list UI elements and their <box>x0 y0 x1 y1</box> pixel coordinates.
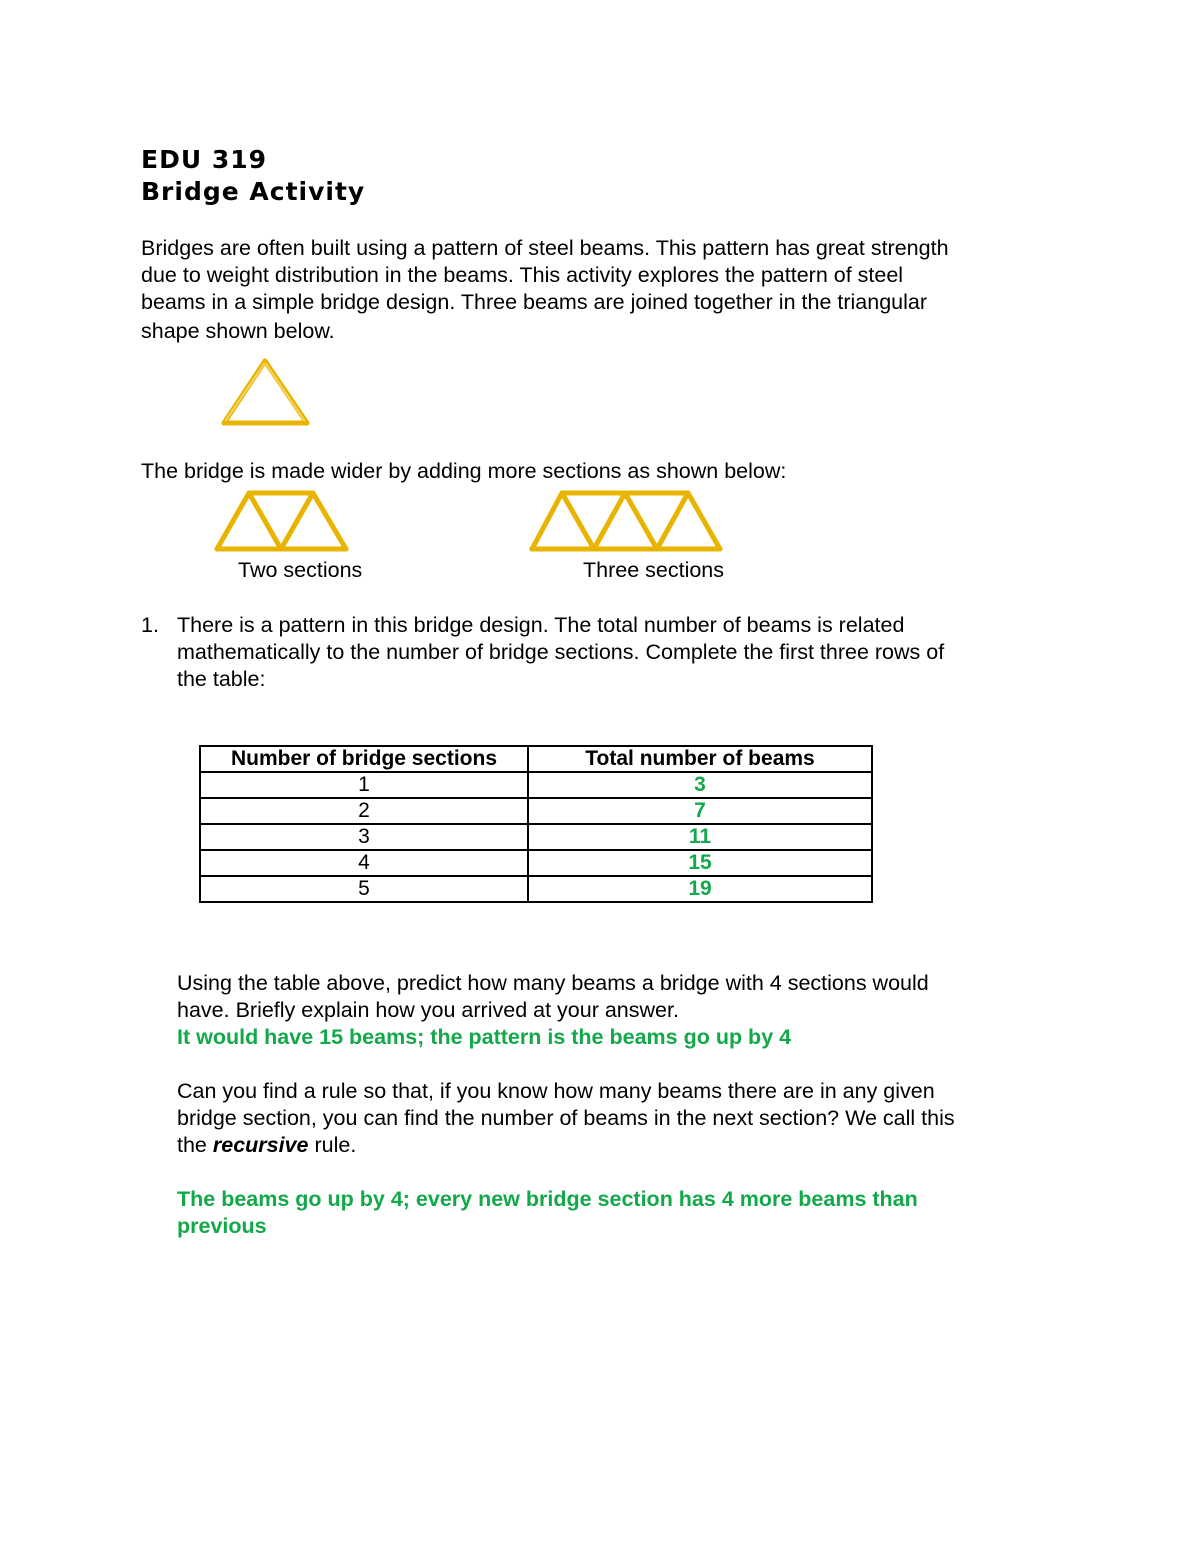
intro-paragraph <box>141 235 1101 345</box>
three-sections-label: Three sections <box>583 558 725 582</box>
predict-question <box>177 970 1077 1051</box>
two-sections-figure <box>213 488 353 554</box>
page-title: Bridge Activity <box>141 177 366 206</box>
sections-cell: 5 <box>200 876 528 902</box>
beams-cell: 7 <box>528 798 872 824</box>
beams-cell: 3 <box>528 772 872 798</box>
single-triangle-figure <box>218 356 314 428</box>
two-sections-beams <box>217 493 346 549</box>
beams-cell: 11 <box>528 824 872 850</box>
recursive-term: recursive <box>212 1133 309 1157</box>
recursive-line: bridge section, you can find the number of beams in the next section? We call this <box>177 1106 955 1130</box>
three-sections-beams <box>532 493 720 549</box>
table-row <box>200 798 872 824</box>
recursive-line-pre: the <box>177 1133 213 1157</box>
beams-cell: 19 <box>528 876 872 902</box>
question-line: There is a pattern in this bridge design. The total number of beams is related <box>177 613 905 637</box>
course-code: EDU 319 <box>141 145 268 174</box>
question-number: 1. <box>141 613 159 637</box>
table-row <box>200 824 872 850</box>
recursive-answer <box>177 1186 1077 1240</box>
recursive-answer-line: previous <box>177 1214 267 1238</box>
header-sections: Number of bridge sections <box>200 746 528 772</box>
recursive-answer-line: The beams go up by 4; every new bridge section has 4 more beams than <box>177 1187 918 1211</box>
question-line: mathematically to the number of bridge sections. Complete the first three rows of <box>177 640 945 664</box>
table-header-row <box>200 746 872 772</box>
table-row <box>200 772 872 798</box>
intro-line: shape shown below. <box>141 319 335 343</box>
beams-cell: 15 <box>528 850 872 876</box>
sections-cell: 2 <box>200 798 528 824</box>
two-sections-label: Two sections <box>238 558 363 582</box>
recursive-line <box>177 1132 1077 1159</box>
table-row <box>200 876 872 902</box>
intro-line: beams in a simple bridge design. Three beams are joined together in the triangular <box>141 290 928 314</box>
question-1-text <box>177 612 1077 693</box>
sections-cell: 3 <box>200 824 528 850</box>
question-line: the table: <box>177 667 266 691</box>
three-sections-figure <box>528 488 728 554</box>
recursive-line: Can you find a rule so that, if you know how many beams there are in any given <box>177 1079 935 1103</box>
header-beams: Total number of beams <box>528 746 872 772</box>
recursive-question <box>177 1078 1077 1159</box>
sections-cell: 1 <box>200 772 528 798</box>
triangle-beams <box>224 361 307 423</box>
table-row <box>200 850 872 876</box>
intro-line: due to weight distribution in the beams. This activity explores the pattern of steel <box>141 263 904 287</box>
predict-line: have. Briefly explain how you arrived at your answer. <box>177 998 679 1022</box>
recursive-line-post: rule. <box>308 1133 357 1157</box>
predict-answer: It would have 15 beams; the pattern is the beams go up by 4 <box>177 1025 792 1049</box>
wider-text: The bridge is made wider by adding more sections as shown below: <box>141 459 787 483</box>
sections-cell: 4 <box>200 850 528 876</box>
predict-line: Using the table above, predict how many beams a bridge with 4 sections would <box>177 971 929 995</box>
beams-table <box>199 745 873 903</box>
intro-line: Bridges are often built using a pattern of steel beams. This pattern has great strength <box>141 236 949 260</box>
